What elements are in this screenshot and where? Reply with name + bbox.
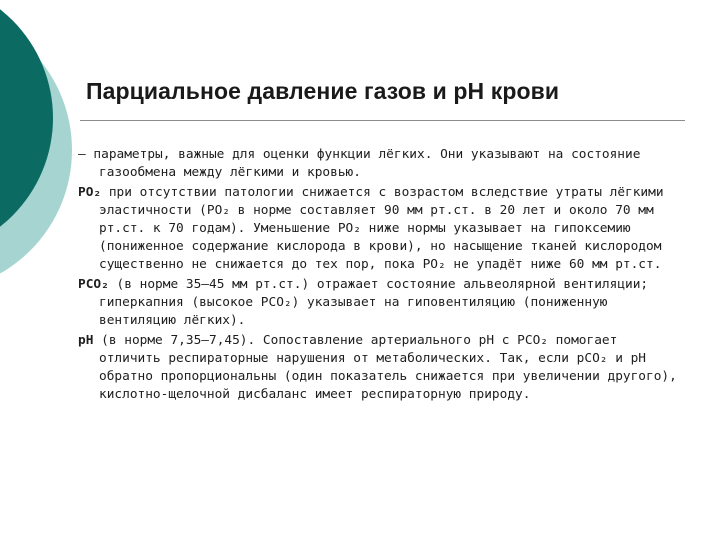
paragraph-pco2 [78,276,682,330]
paragraph-intro [78,146,682,182]
slide-title: Парциальное давление газов и pH крови [86,78,560,104]
slide-body [78,146,682,406]
paragraph-po2 [78,184,682,274]
paragraph-key: PO₂ [78,185,102,200]
paragraph-text: (в норме 35–45 мм рт.ст.) отражает состояние альвеолярной вентиляции; гиперкапния (высокое PCO₂) указывает на гиповентиляцию (пониженную вентиляцию лёгких). [99,277,649,328]
paragraph-text: при отсутствии патологии снижается с возрастом вследствие утраты лёгкими эластичности (PO₂ в норме составляет 90 мм рт.ст. в 20 лет и около 70 мм рт.ст. к 70 годам). Уменьшение PO₂ ниже нормы указывает на гипоксемию (пониженное содержание кислорода в крови), но насыщение тканей кислородом существенно не снижается до тех пор, пока PO₂ не упадёт ниже 60 мм рт.ст. [99,185,664,272]
paragraph-key: PCO₂ [78,277,109,292]
title-divider [80,120,685,121]
teal-circle-decoration [0,0,90,300]
paragraph-key: pH [78,333,94,348]
paragraph-ph [78,332,682,404]
paragraph-text: — параметры, важные для оценки функции лёгких. Они указывают на состояние газообмена между лёгкими и кровью. [78,147,641,180]
paragraph-text: (в норме 7,35—7,45). Сопоставление артериального pH с PCO₂ помогает отличить респираторные нарушения от метаболических. Так, если pCO₂ и pH обратно пропорциональны (один показатель снижается при увеличении другого), кислотно-щелочной дисбаланс имеет респираторную природу. [93,333,677,402]
